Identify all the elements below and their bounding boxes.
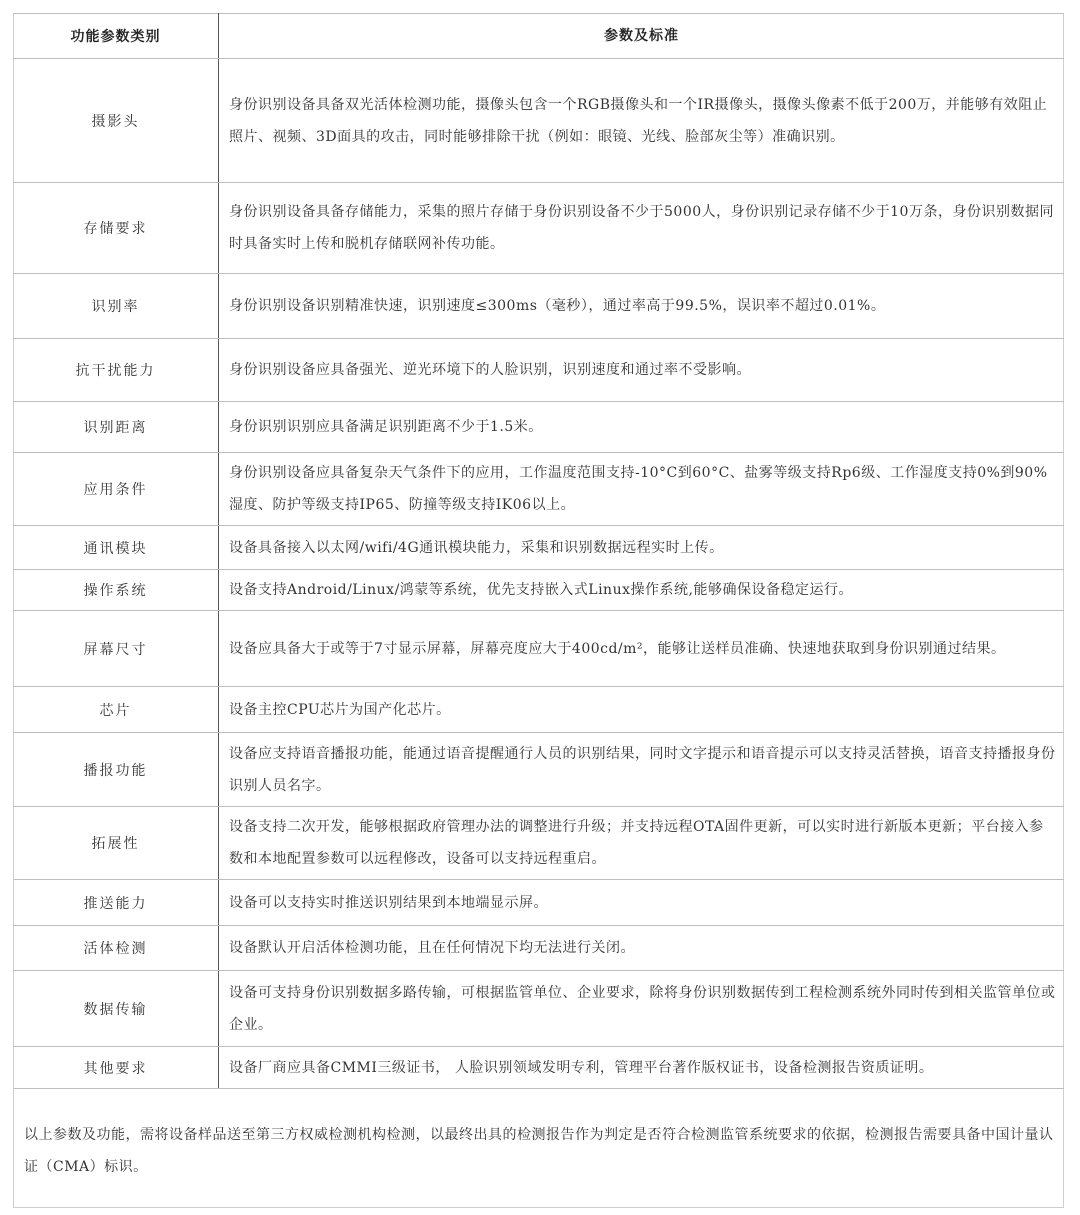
row-category: 数据传输 <box>13 971 219 1047</box>
row-category: 识别距离 <box>13 402 219 453</box>
row-category: 存储要求 <box>13 183 219 274</box>
table-row <box>13 453 1064 526</box>
table-row <box>13 971 1064 1047</box>
table-row <box>13 733 1064 807</box>
row-standard: 设备默认开启活体检测功能，且在任何情况下均无法进行关闭。 <box>219 926 1065 971</box>
row-category: 推送能力 <box>13 880 219 926</box>
row-category: 播报功能 <box>13 733 219 807</box>
row-category: 其他要求 <box>13 1047 219 1089</box>
row-standard: 设备可支持身份识别数据多路传输，可根据监管单位、企业要求，除将身份识别数据传到工程检测系统外同时传到相关监管单位或企业。 <box>219 971 1065 1047</box>
table-row <box>13 687 1064 733</box>
table-row <box>13 570 1064 611</box>
table-row <box>13 1047 1064 1089</box>
row-category: 活体检测 <box>13 926 219 971</box>
table-row <box>13 926 1064 971</box>
row-category: 抗干扰能力 <box>13 339 219 402</box>
table-row <box>13 611 1064 687</box>
table-row <box>13 274 1064 339</box>
header-category: 功能参数类别 <box>13 14 219 59</box>
row-category: 拓展性 <box>13 807 219 880</box>
row-category: 操作系统 <box>13 570 219 611</box>
row-category: 屏幕尺寸 <box>13 611 219 687</box>
table-header-row <box>13 14 1064 59</box>
row-standard: 身份识别设备具备双光活体检测功能，摄像头包含一个RGB摄像头和一个IR摄像头，摄像头像素不低于200万，并能够有效阻止照片、视频、3D面具的攻击，同时能够排除干扰（例如：眼镜、光线、脸部灰尘等）准确识别。 <box>219 59 1065 183</box>
row-category: 摄影头 <box>13 59 219 183</box>
row-standard: 设备支持Android/Linux/鸿蒙等系统，优先支持嵌入式Linux操作系统,能够确保设备稳定运行。 <box>219 570 1065 611</box>
table-row <box>13 402 1064 453</box>
row-standard: 设备厂商应具备CMMI三级证书， 人脸识别领域发明专利，管理平台著作版权证书，设备检测报告资质证明。 <box>219 1047 1065 1089</box>
row-category: 芯片 <box>13 687 219 733</box>
header-standard: 参数及标准 <box>219 14 1065 59</box>
row-standard: 身份识别设备应具备强光、逆光环境下的人脸识别，识别速度和通过率不受影响。 <box>219 339 1065 402</box>
table-row <box>13 183 1064 274</box>
row-standard: 设备支持二次开发，能够根据政府管理办法的调整进行升级；并支持远程OTA固件更新，可以实时进行新版本更新；平台接入参数和本地配置参数可以远程修改，设备可以支持远程重启。 <box>219 807 1065 880</box>
table-row <box>13 807 1064 880</box>
row-standard: 设备应支持语音播报功能，能通过语音提醒通行人员的识别结果，同时文字提示和语音提示可以支持灵活替换，语音支持播报身份识别人员名字。 <box>219 733 1065 807</box>
row-standard: 设备具备接入以太网/wifi/4G通讯模块能力，采集和识别数据远程实时上传。 <box>219 526 1065 570</box>
spec-table <box>13 13 1064 1089</box>
row-category: 应用条件 <box>13 453 219 526</box>
row-standard: 身份识别设备具备存储能力，采集的照片存储于身份识别设备不少于5000人，身份识别记录存储不少于10万条，身份识别数据同时具备实时上传和脱机存储联网补传功能。 <box>219 183 1065 274</box>
table-row <box>13 59 1064 183</box>
table-row <box>13 880 1064 926</box>
row-standard: 身份识别设备应具备复杂天气条件下的应用，工作温度范围支持-10°C到60°C、盐雾等级支持Rp6级、工作湿度支持0%到90%湿度、防护等级支持IP65、防撞等级支持IK06以上。 <box>219 453 1065 526</box>
row-category: 通讯模块 <box>13 526 219 570</box>
table-row <box>13 339 1064 402</box>
row-standard: 身份识别设备识别精准快速，识别速度≤300ms（毫秒），通过率高于99.5%，误识率不超过0.01%。 <box>219 274 1065 339</box>
row-standard: 设备可以支持实时推送识别结果到本地端显示屏。 <box>219 880 1065 926</box>
row-standard: 设备应具备大于或等于7寸显示屏幕，屏幕亮度应大于400cd/m²，能够让送样员准确、快速地获取到身份识别通过结果。 <box>219 611 1065 687</box>
footer-note: 以上参数及功能，需将设备样品送至第三方权威检测机构检测，以最终出具的检测报告作为判定是否符合检测监管系统要求的依据，检测报告需要具备中国计量认证（CMA）标识。 <box>24 1127 1054 1175</box>
row-category: 识别率 <box>13 274 219 339</box>
row-standard: 身份识别识别应具备满足识别距离不少于1.5米。 <box>219 402 1065 453</box>
table-row <box>13 526 1064 570</box>
row-standard: 设备主控CPU芯片为国产化芯片。 <box>219 687 1065 733</box>
